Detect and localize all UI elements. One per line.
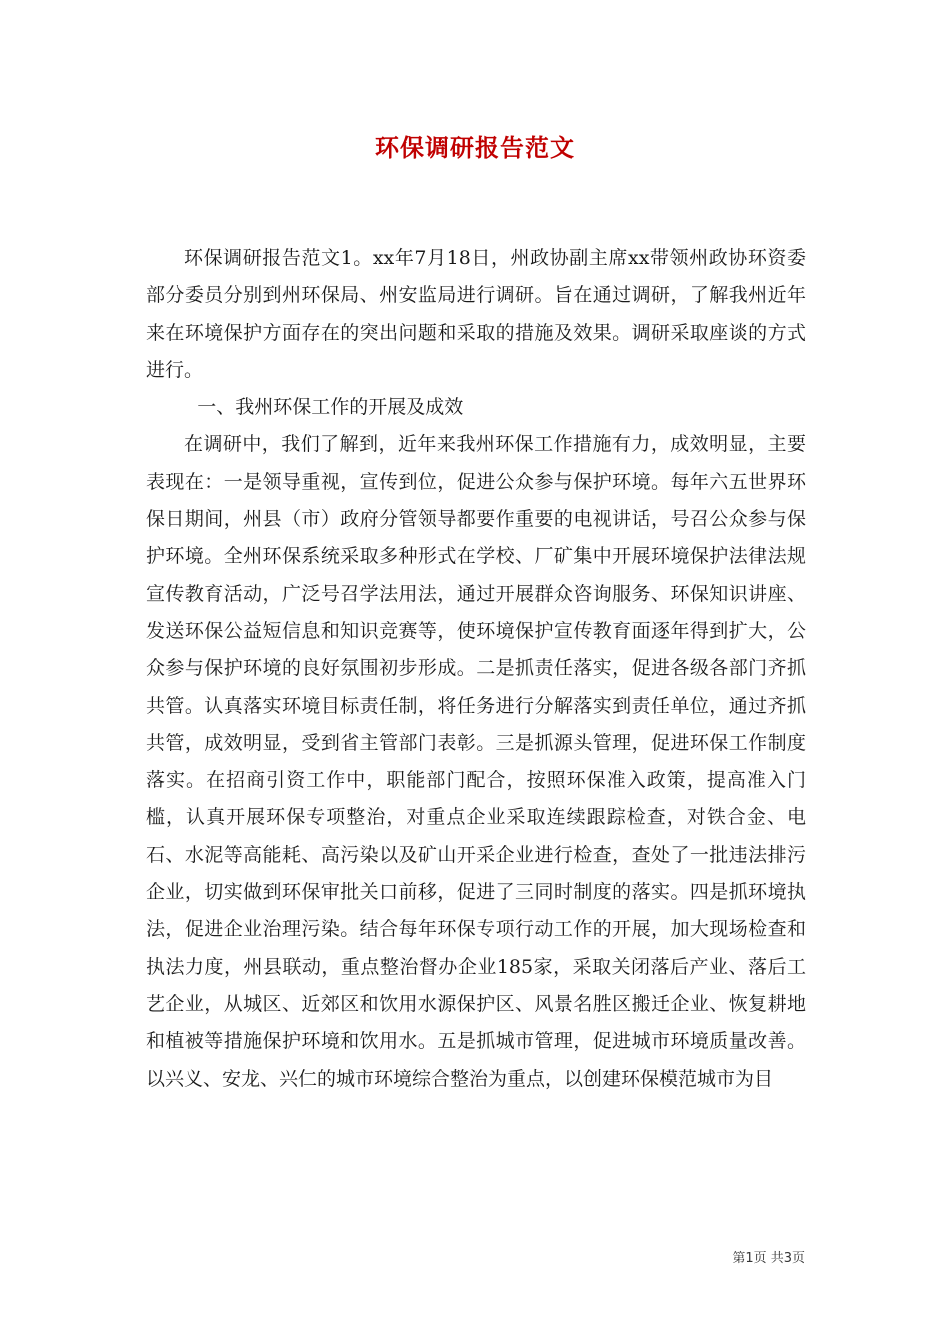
page-number-footer: 第1页 共3页 <box>732 1251 805 1266</box>
section-heading: 一、我州环保工作的开展及成效 <box>197 396 464 419</box>
document-body <box>146 240 806 1098</box>
paragraph-intro: 环保调研报告范文1。xx年7月18日，州政协副主席xx带领州政协环资委部分委员分别到州环保局、州安监局进行调研。旨在通过调研，了解我州近年来在环境保护方面存在的突出问题和采取的措施及效果。调研采取座谈的方式进行。 <box>146 247 806 381</box>
paragraph-main: 在调研中，我们了解到，近年来我州环保工作措施有力，成效明显，主要表现在：一是领导重视，宣传到位，促进公众参与保护环境。每年六五世界环保日期间，州县（市）政府分管领导都要作重要的电视讲话，号召公众参与保护环境。全州环保系统采取多种形式在学校、厂矿集中开展环境保护法律法规宣传教育活动，广泛号召学法用法，通过开展群众咨询服务、环保知识讲座、发送环保公益短信息和知识竞赛等，使环境保护宣传教育面逐年得到扩大，公众参与保护环境的良好氛围初步形成。二是抓责任落实，促进各级各部门齐抓共管。认真落实环境目标责任制，将任务进行分解落实到责任单位，通过齐抓共管，成效明显，受到省主管部门表彰。三是抓源头管理，促进环保工作制度落实。在招商引资工作中，职能部门配合，按照环保准入政策，提高准入门槛，认真开展环保专项整治，对重点企业采取连续跟踪检查，对铁合金、电石、水泥等高能耗、高污染以及矿山开采企业进行检查，查处了一批违法排污企业，切实做到环保审批关口前移，促进了三同时制度的落实。四是抓环境执法，促进企业治理污染。结合每年环保专项行动工作的开展，加大现场检查和执法力度，州县联动，重点整治督办企业185家，采取关闭落后产业、落后工艺企业，从城区、近郊区和饮用水源保护区、风景名胜区搬迁企业、恢复耕地和植被等措施保护环境和饮用水。五是抓城市管理，促进城市环境质量改善。以兴义、安龙、兴仁的城市环境综合整治为重点，以创建环保模范城市为目 <box>146 433 806 1090</box>
document-title: 环保调研报告范文 <box>375 133 575 162</box>
